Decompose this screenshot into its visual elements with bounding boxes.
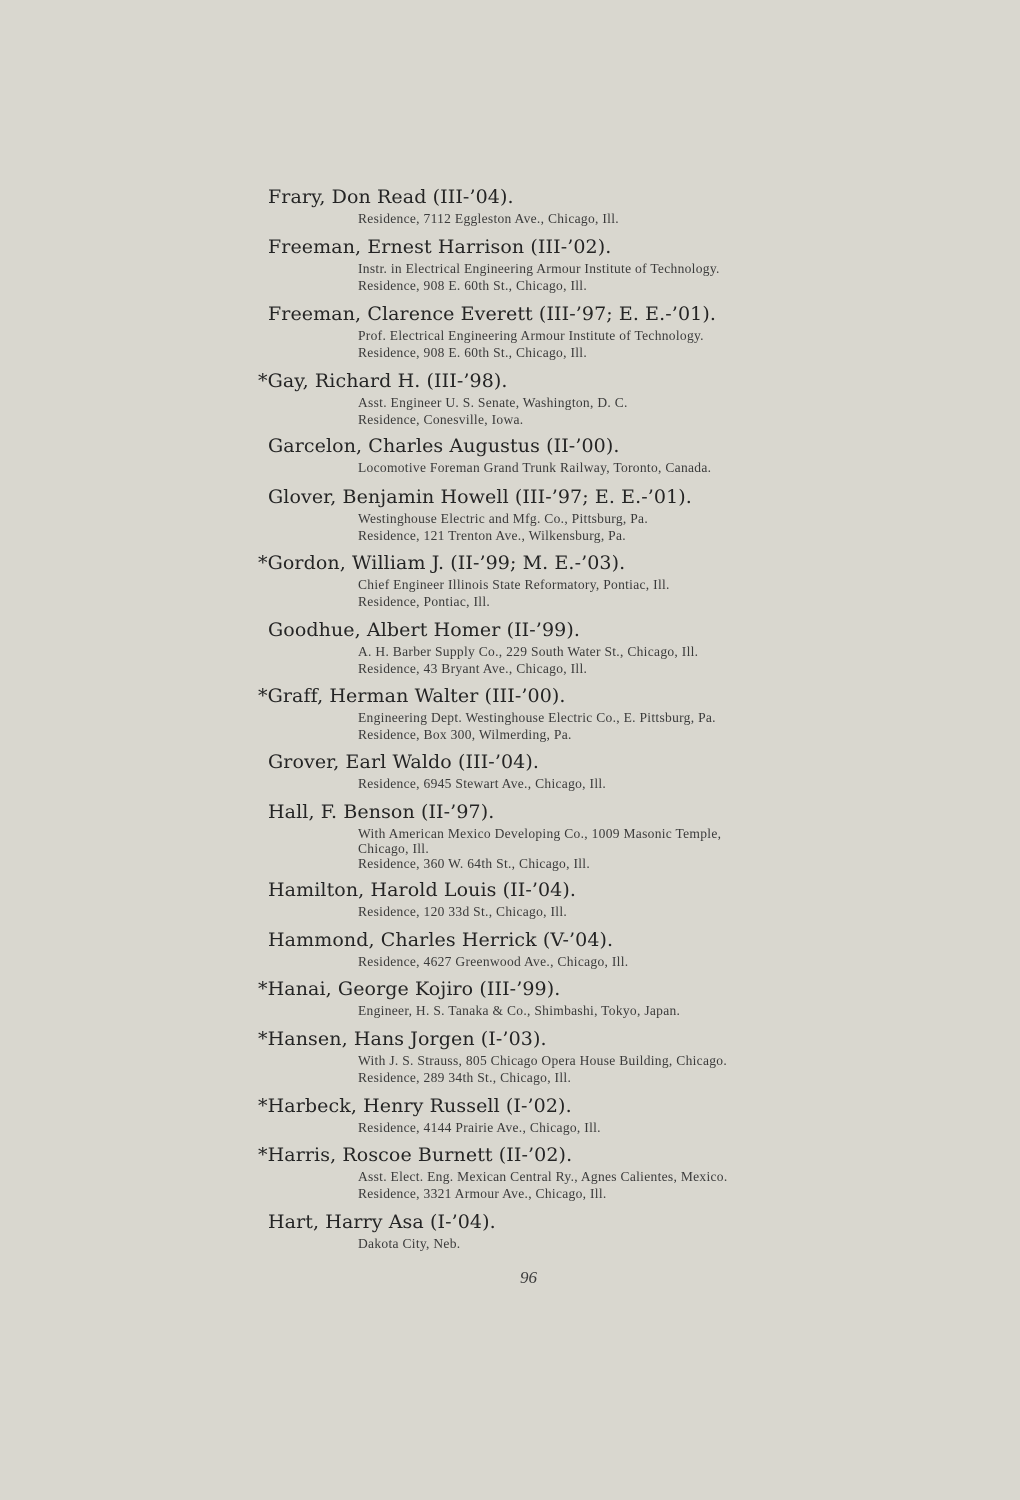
entry-detail-line: Residence, 43 Bryant Ave., Chicago, Ill. bbox=[358, 661, 588, 676]
entry-detail-line: Engineer, H. S. Tanaka & Co., Shimbashi, Tokyo, Japan. bbox=[358, 1003, 681, 1018]
entry-name: *Harbeck, Henry Russell (I-’02). bbox=[258, 1095, 572, 1117]
entry-name: Frary, Don Read (III-’04). bbox=[268, 186, 514, 208]
entry-details bbox=[358, 1235, 828, 1252]
entry-detail-line: Westinghouse Electric and Mfg. Co., Pittsburg, Pa. bbox=[358, 511, 649, 526]
entry-hanai bbox=[258, 977, 818, 1019]
entry-details bbox=[358, 643, 828, 677]
entry-name: Freeman, Ernest Harrison (III-’02). bbox=[268, 236, 612, 258]
entry-name: *Hanai, George Kojiro (III-’99). bbox=[258, 978, 561, 1000]
entry-detail-line: Residence, Pontiac, Ill. bbox=[358, 594, 491, 609]
entry-name: Garcelon, Charles Augustus (II-’00). bbox=[268, 435, 620, 457]
entry-details bbox=[358, 1168, 818, 1202]
entry-name: Glover, Benjamin Howell (III-’97; E. E.-’01). bbox=[268, 486, 692, 508]
entry-details bbox=[358, 953, 828, 970]
entry-name: *Graff, Herman Walter (III-’00). bbox=[258, 685, 566, 707]
entry-hammond bbox=[268, 928, 828, 970]
entry-details bbox=[358, 576, 818, 610]
entry-detail-line: Locomotive Foreman Grand Trunk Railway, Toronto, Canada. bbox=[358, 460, 712, 475]
entry-harris bbox=[258, 1143, 818, 1202]
entry-details bbox=[358, 775, 828, 792]
entry-details bbox=[358, 1002, 818, 1019]
entry-detail-line: Residence, 7112 Eggleston Ave., Chicago, Ill. bbox=[358, 211, 619, 226]
entry-detail-line: Residence, Box 300, Wilmerding, Pa. bbox=[358, 727, 572, 742]
entry-freeman-ernest bbox=[268, 235, 828, 294]
entry-gay bbox=[258, 369, 818, 428]
entry-details bbox=[358, 825, 828, 872]
entry-name: Hamilton, Harold Louis (II-’04). bbox=[268, 879, 577, 901]
entry-detail-line: Instr. in Electrical Engineering Armour Institute of Technology. bbox=[358, 261, 720, 276]
entry-detail-line: Dakota City, Neb. bbox=[358, 1236, 461, 1251]
entry-name: Grover, Earl Waldo (III-’04). bbox=[268, 751, 539, 773]
entry-detail-line: Residence, 120 33d St., Chicago, Ill. bbox=[358, 904, 568, 919]
entry-details bbox=[358, 327, 828, 361]
entry-detail-line: Chicago, Ill. bbox=[358, 841, 430, 856]
entry-detail-line: A. H. Barber Supply Co., 229 South Water St., Chicago, Ill. bbox=[358, 644, 699, 659]
entry-detail-line: With J. S. Strauss, 805 Chicago Opera House Building, Chicago. bbox=[358, 1053, 728, 1068]
entry-detail-line: With American Mexico Developing Co., 1009 Masonic Temple, bbox=[358, 826, 722, 841]
entry-goodhue bbox=[268, 618, 828, 677]
entry-name: *Gay, Richard H. (III-’98). bbox=[258, 370, 508, 392]
entry-detail-line: Chief Engineer Illinois State Reformatory, Pontiac, Ill. bbox=[358, 577, 670, 592]
entry-hall bbox=[268, 800, 828, 872]
entry-details bbox=[358, 709, 818, 743]
entry-detail-line: Residence, 908 E. 60th St., Chicago, Ill. bbox=[358, 278, 588, 293]
entry-hansen bbox=[258, 1027, 818, 1086]
entry-detail-line: Asst. Engineer U. S. Senate, Washington, D. C. bbox=[358, 395, 628, 410]
entry-detail-line: Engineering Dept. Westinghouse Electric Co., E. Pittsburg, Pa. bbox=[358, 710, 716, 725]
entry-garcelon bbox=[268, 434, 828, 476]
entry-detail-line: Residence, Conesville, Iowa. bbox=[358, 412, 524, 427]
entry-details bbox=[358, 459, 828, 476]
entry-details bbox=[358, 510, 828, 544]
entry-details bbox=[358, 260, 828, 294]
entry-frary bbox=[268, 185, 828, 227]
entry-grover bbox=[268, 750, 828, 792]
entry-name: Hall, F. Benson (II-’97). bbox=[268, 801, 495, 823]
entry-detail-line: Residence, 908 E. 60th St., Chicago, Ill. bbox=[358, 345, 588, 360]
entry-detail-line: Residence, 121 Trenton Ave., Wilkensburg, Pa. bbox=[358, 528, 626, 543]
entry-detail-line: Residence, 360 W. 64th St., Chicago, Ill. bbox=[358, 856, 591, 871]
entry-hamilton bbox=[268, 878, 828, 920]
entry-details bbox=[358, 1119, 818, 1136]
entry-name: *Hansen, Hans Jorgen (I-’03). bbox=[258, 1028, 547, 1050]
entry-details bbox=[358, 903, 828, 920]
entry-details bbox=[358, 1052, 818, 1086]
entry-gordon bbox=[258, 551, 818, 610]
entry-detail-line: Prof. Electrical Engineering Armour Institute of Technology. bbox=[358, 328, 704, 343]
entry-name: Hammond, Charles Herrick (V-’04). bbox=[268, 929, 614, 951]
entry-harbeck bbox=[258, 1094, 818, 1136]
entry-name: Goodhue, Albert Homer (II-’99). bbox=[268, 619, 580, 641]
entry-detail-line: Residence, 4627 Greenwood Ave., Chicago, Ill. bbox=[358, 954, 629, 969]
entry-glover bbox=[268, 485, 828, 544]
entry-detail-line: Asst. Elect. Eng. Mexican Central Ry., Agnes Calientes, Mexico. bbox=[358, 1169, 728, 1184]
entry-name: *Gordon, William J. (II-’99; M. E.-’03). bbox=[258, 552, 626, 574]
entry-detail-line: Residence, 3321 Armour Ave., Chicago, Ill. bbox=[358, 1186, 607, 1201]
entry-name: Hart, Harry Asa (I-’04). bbox=[268, 1211, 496, 1233]
entry-detail-line: Residence, 289 34th St., Chicago, Ill. bbox=[358, 1070, 572, 1085]
entry-graff bbox=[258, 684, 818, 743]
page-number: 96 bbox=[520, 1268, 537, 1287]
entry-name: Freeman, Clarence Everett (III-’97; E. E.-’01). bbox=[268, 303, 716, 325]
entry-detail-line: Residence, 4144 Prairie Ave., Chicago, Ill. bbox=[358, 1120, 601, 1135]
entry-detail-line: Residence, 6945 Stewart Ave., Chicago, Ill. bbox=[358, 776, 607, 791]
entry-name: *Harris, Roscoe Burnett (II-’02). bbox=[258, 1144, 573, 1166]
entry-hart bbox=[268, 1210, 828, 1252]
entry-freeman-clarence bbox=[268, 302, 828, 361]
entry-details bbox=[358, 394, 818, 428]
entry-details bbox=[358, 210, 828, 227]
